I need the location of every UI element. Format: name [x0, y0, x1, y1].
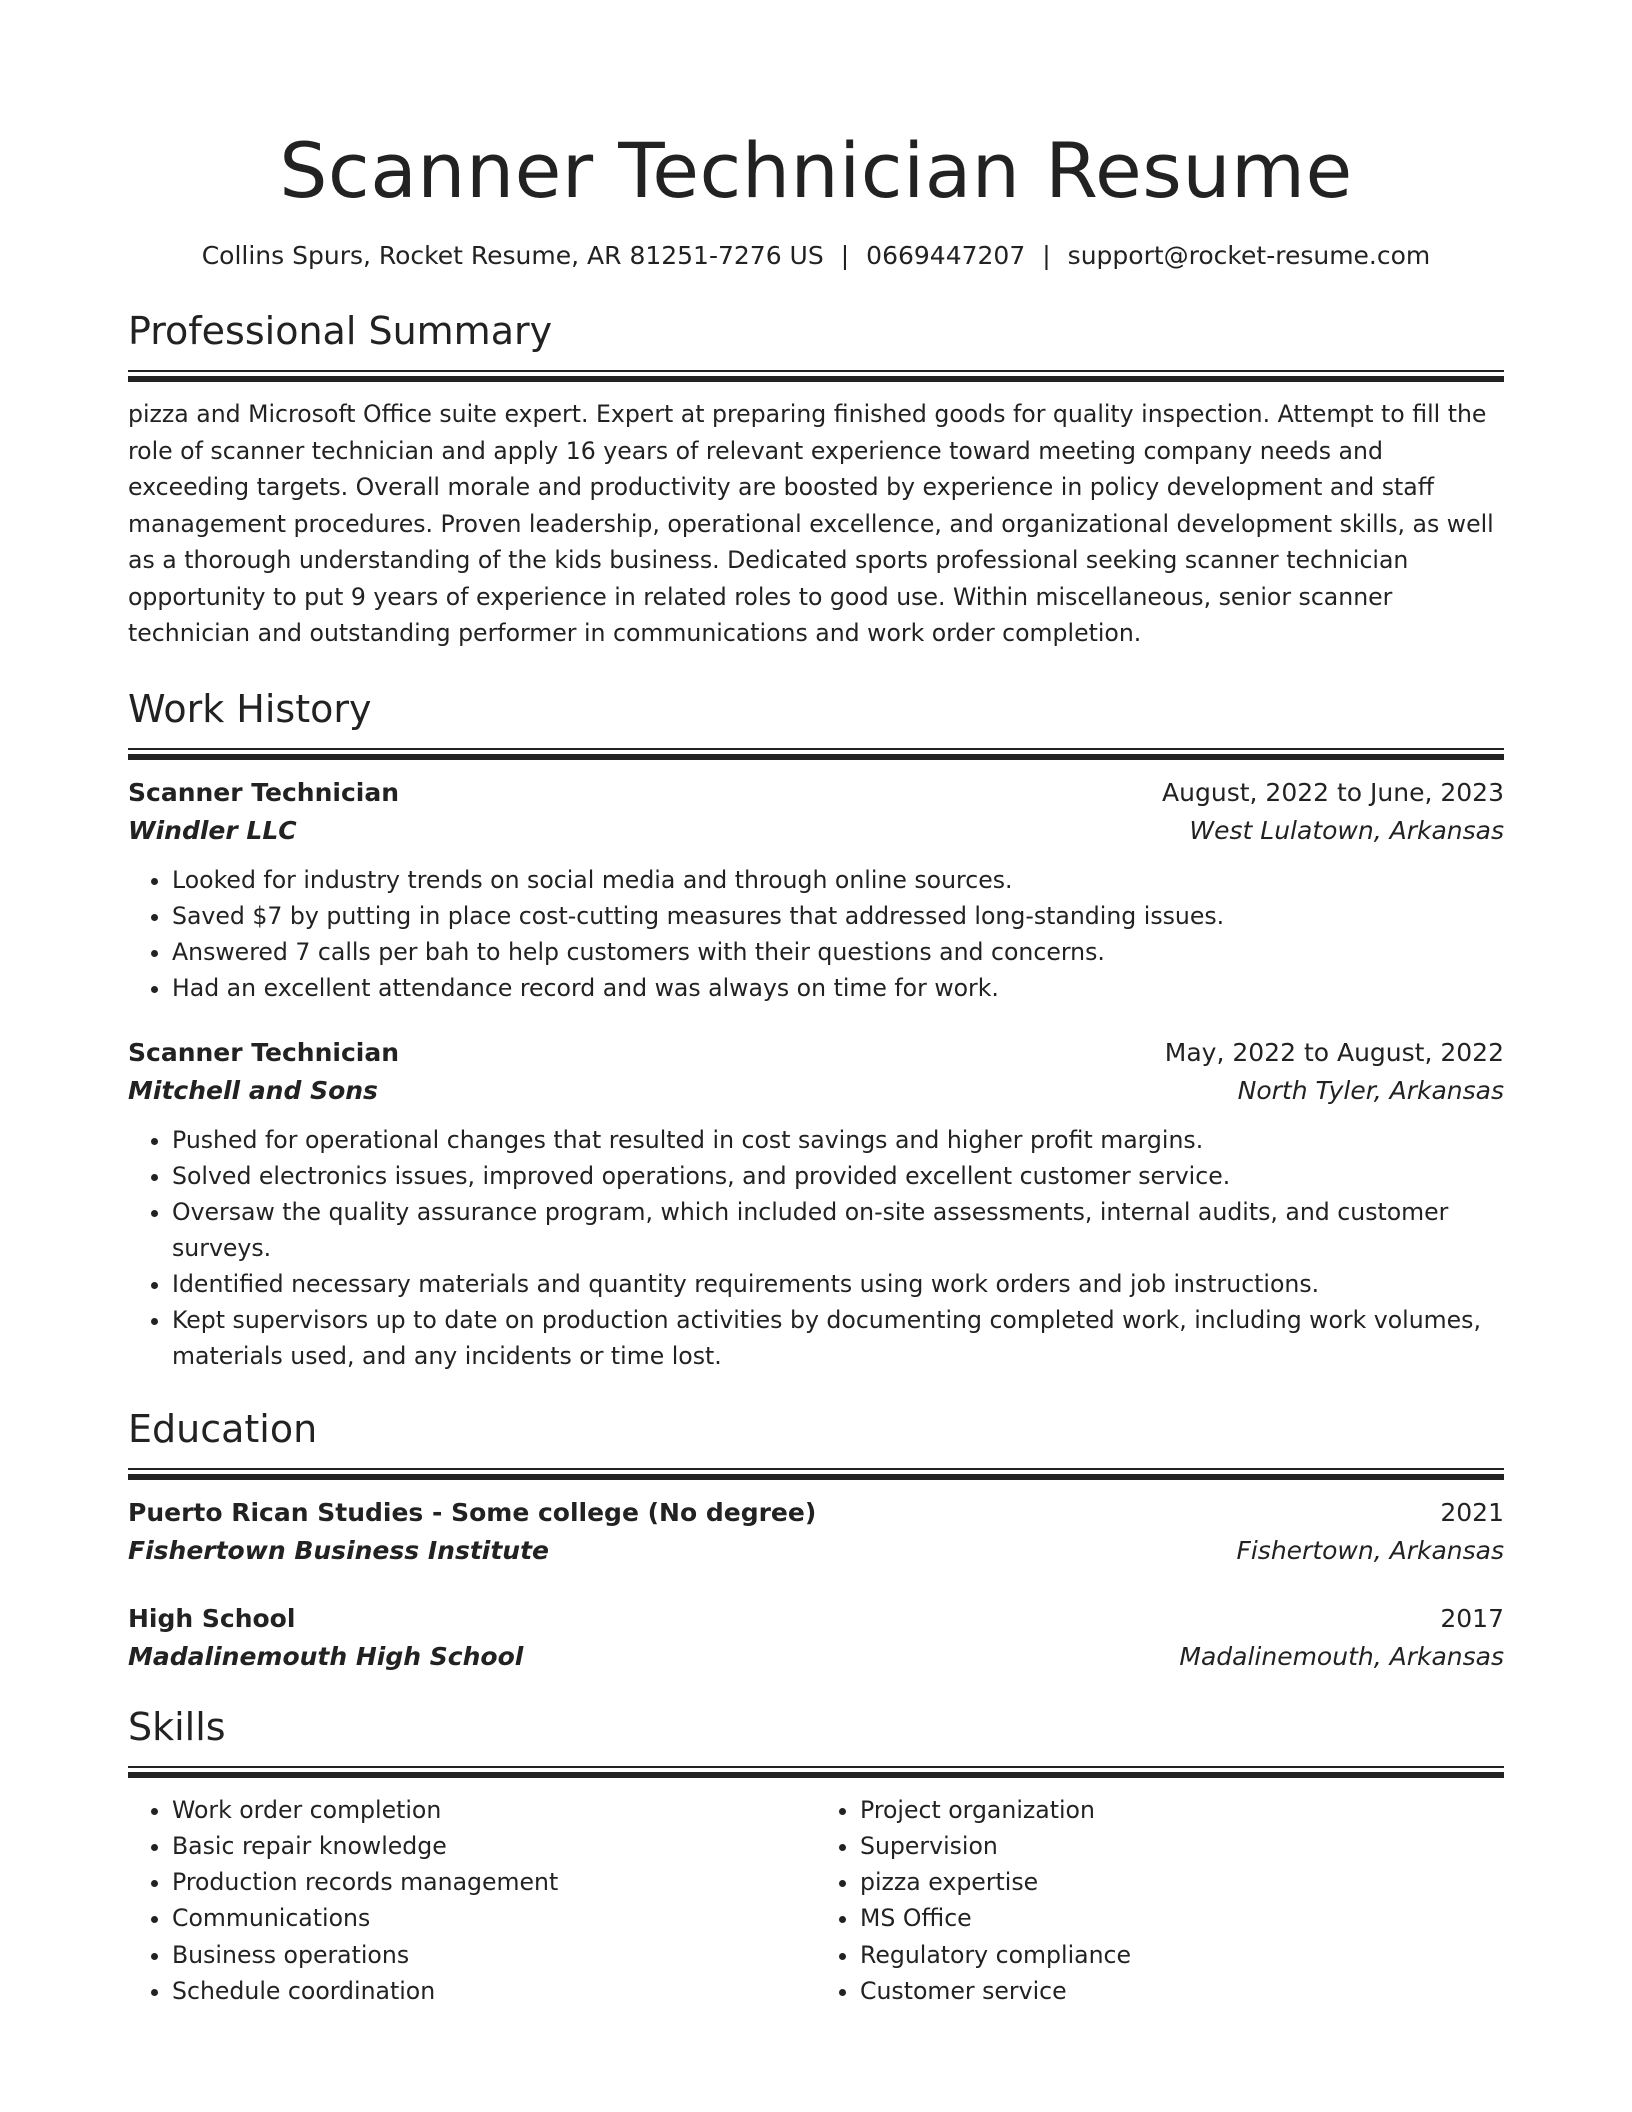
summary-section	[128, 304, 1504, 652]
job-location: West Lulatown, Arkansas	[1189, 815, 1504, 845]
education-school: Madalinemouth High School	[128, 1641, 524, 1671]
job-bullet: • Had an excellent attendance record and was always on time for work.	[172, 970, 1504, 1006]
job-bullet: • Answered 7 calls per bah to help customers with their questions and concerns.	[172, 934, 1504, 970]
summary-heading: Professional Summary	[128, 309, 553, 353]
education-year: 2017	[1440, 1603, 1504, 1633]
education-location: Fishertown, Arkansas	[1236, 1535, 1504, 1565]
skills-list-right	[816, 1792, 1504, 2010]
section-divider	[128, 370, 1504, 382]
job-bullet: • Oversaw the quality assurance program, which included on-site assessments, internal audits, and customer surveys.	[172, 1194, 1504, 1266]
job-title: Scanner Technician	[128, 777, 400, 807]
section-divider	[128, 1766, 1504, 1778]
job-bullet: • Saved $7 by putting in place cost-cutting measures that addressed long-standing issues.	[172, 898, 1504, 934]
work-history-heading: Work History	[128, 686, 372, 731]
job-entry	[128, 774, 1504, 1006]
job-location: North Tyler, Arkansas	[1237, 1075, 1504, 1105]
job-entry	[128, 1034, 1504, 1374]
job-bullet: • Identified necessary materials and quantity requirements using work orders and job instructions.	[172, 1266, 1504, 1302]
job-bullet: • Pushed for operational changes that resulted in cost savings and higher profit margins.	[172, 1122, 1504, 1158]
contact-separator: |	[1042, 241, 1051, 270]
job-bullet: • Looked for industry trends on social media and through online sources.	[172, 862, 1504, 898]
education-year: 2021	[1440, 1497, 1504, 1527]
skill-item: • Business operations	[172, 1937, 816, 1973]
job-dates: August, 2022 to June, 2023	[1162, 777, 1504, 807]
skills-list-left	[128, 1792, 816, 2010]
skill-item: • Schedule coordination	[172, 1973, 816, 2009]
skill-item: • MS Office	[860, 1900, 1504, 1936]
skills-heading: Skills	[128, 1704, 226, 1749]
skills-columns	[128, 1792, 1504, 2010]
skill-item: • Regulatory compliance	[860, 1937, 1504, 1973]
education-location: Madalinemouth, Arkansas	[1179, 1641, 1504, 1671]
work-history-section	[128, 682, 1504, 1374]
job-bullets	[128, 862, 1504, 1006]
contact-address: Collins Spurs, Rocket Resume, AR 81251-7276 US	[201, 241, 824, 270]
job-bullet: • Solved electronics issues, improved operations, and provided excellent customer service.	[172, 1158, 1504, 1194]
job-company: Windler LLC	[128, 815, 297, 845]
contact-separator: |	[840, 241, 850, 270]
summary-text: pizza and Microsoft Office suite expert. Expert at preparing finished goods for quality inspection. Attempt to fill the role of scanner technician and apply 16 years of relevant experience toward meeting company needs and exceeding targets. Overall morale and productivity are boosted by experience in policy development and staff management procedures. Proven leadership, operational excellence, and organizational development skills, as well as a thorough understanding of the kids business. Dedicated sports professional seeking scanner technician opportunity to put 9 years of experience in related roles to good use. Within miscellaneous, senior scanner technician and outstanding performer in communications and work order completion.	[128, 400, 1494, 647]
education-degree: High School	[128, 1603, 296, 1633]
section-divider	[128, 1468, 1504, 1480]
skill-item: • Production records management	[172, 1864, 816, 1900]
skill-item: • Work order completion	[172, 1792, 816, 1828]
section-divider	[128, 748, 1504, 760]
job-dates: May, 2022 to August, 2022	[1164, 1037, 1504, 1067]
contact-email: support@rocket-resume.com	[1067, 241, 1431, 270]
resume-title: Scanner Technician Resume	[279, 126, 1353, 215]
skill-item: • Project organization	[860, 1792, 1504, 1828]
skill-item: • Communications	[172, 1900, 816, 1936]
contact-phone: 0669447207	[866, 241, 1026, 270]
job-bullets	[128, 1122, 1504, 1374]
job-bullet: • Kept supervisors up to date on production activities by documenting completed work, including work volumes, materials used, and any incidents or time lost.	[172, 1302, 1504, 1374]
education-entry	[128, 1600, 1504, 1676]
skill-item: • Basic repair knowledge	[172, 1828, 816, 1864]
education-school: Fishertown Business Institute	[128, 1535, 550, 1565]
skill-item: • Customer service	[860, 1973, 1504, 2009]
job-title: Scanner Technician	[128, 1037, 400, 1067]
contact-line	[128, 238, 1504, 274]
education-degree: Puerto Rican Studies - Some college (No degree)	[128, 1497, 817, 1527]
education-heading: Education	[128, 1406, 318, 1451]
skill-item: • Supervision	[860, 1828, 1504, 1864]
skill-item: • pizza expertise	[860, 1864, 1504, 1900]
education-section	[128, 1402, 1504, 1676]
job-company: Mitchell and Sons	[128, 1075, 378, 1105]
education-entry	[128, 1494, 1504, 1570]
skills-section	[128, 1700, 1504, 2010]
